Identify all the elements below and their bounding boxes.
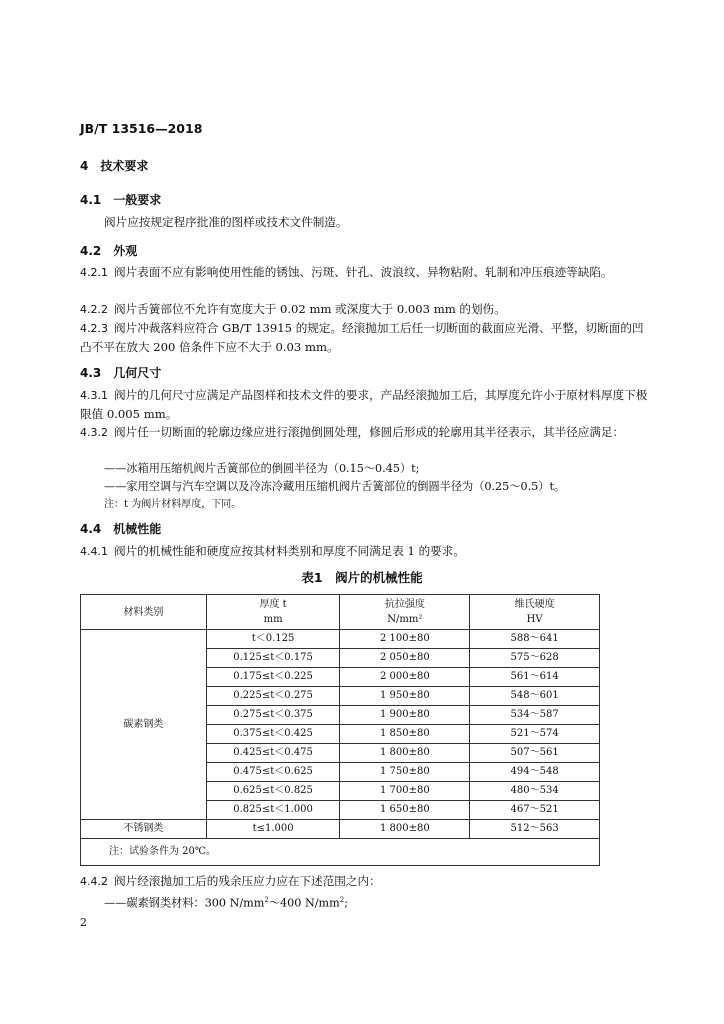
cell-thickness: 0.625≤t＜0.825 <box>206 782 340 801</box>
table-note: 注：试验条件为 20℃。 <box>81 839 600 866</box>
cell-hardness: 588～641 <box>470 630 600 649</box>
section-4-1-heading: 4.1 一般要求 <box>80 193 162 207</box>
section-4-3-heading: 4.3 几何尺寸 <box>80 366 162 380</box>
table-row-stainless <box>81 820 600 839</box>
clause-4-2-2 <box>80 300 648 319</box>
list-item-carbon-stress: ——碳素钢类材料：300 $N/mm^2\sim 400$ $N/mm^2$; <box>104 896 348 910</box>
table-row <box>81 630 600 649</box>
cell-hardness: 575～628 <box>470 649 600 668</box>
clause-text: 阀片冲裁落料应符合 GB/T 13915 的规定。经滚抛加工后任一切断面的截面应光滑、平整，切断面的凹凸不平在放大 200 倍条件下应不大于 0.03 mm。 <box>80 321 644 354</box>
cell-hardness: 534～587 <box>470 706 600 725</box>
cell-hardness: 467～521 <box>470 801 600 820</box>
cell-tensile: 1 850±80 <box>340 725 470 744</box>
cell-tensile: 1 800±80 <box>340 744 470 763</box>
section-4-2-heading: 4.2 外观 <box>80 244 138 258</box>
cell-thickness: 0.825≤t＜1.000 <box>206 801 340 820</box>
clause-text: 阀片经滚抛加工后的残余压应力应在下述范围之内： <box>114 874 381 888</box>
clause-text: 阀片舌簧部位不允许有宽度大于 0.02 mm 或深度大于 0.003 mm 的划伤。 <box>114 302 506 316</box>
cell-thickness: 0.425≤t＜0.475 <box>206 744 340 763</box>
clause-text: 阀片表面不应有影响使用性能的锈蚀、污斑、针孔、波浪纹、异物粘附、轧制和冲压痕迹等缺陷。 <box>114 265 613 279</box>
cell-hardness: 512～563 <box>470 820 600 839</box>
cell-thickness: 0.275≤t＜0.375 <box>206 706 340 725</box>
cell-hardness: 507～561 <box>470 744 600 763</box>
header-tensile: 抗拉强度 N/mm² <box>340 595 470 630</box>
group-carbon-steel: 碳素钢类 <box>81 630 207 820</box>
list-item-fridge: ——冰箱用压缩机阀片舌簧部位的倒圆半径为（0.15～0.45）t; <box>104 462 420 475</box>
cell-thickness: 0.175≤t＜0.225 <box>206 668 340 687</box>
clause-4-4-2 <box>80 872 648 891</box>
section-4-4-heading: 4.4 机械性能 <box>80 522 162 536</box>
table-caption: 表1 阀片的机械性能 <box>301 570 423 585</box>
cell-tensile: 1 950±80 <box>340 687 470 706</box>
header-material: 材料类别 <box>81 595 207 630</box>
cell-thickness: 0.475≤t＜0.625 <box>206 763 340 782</box>
clause-number: 4.2.3 <box>80 322 108 335</box>
section-4-heading: 4 技术要求 <box>80 159 149 173</box>
clause-number: 4.2.2 <box>80 303 108 316</box>
cell-tensile: 1 900±80 <box>340 706 470 725</box>
cell-thickness: 0.125≤t＜0.175 <box>206 649 340 668</box>
cell-hardness: 548～601 <box>470 687 600 706</box>
cell-thickness: 0.375≤t＜0.425 <box>206 725 340 744</box>
list-item-aircon: ——家用空调与汽车空调以及冷冻冷藏用压缩机阀片舌簧部位的倒圆半径为（0.25～0.5）t。 <box>104 480 566 493</box>
cell-tensile: 2 000±80 <box>340 668 470 687</box>
cell-thickness: 0.225≤t＜0.275 <box>206 687 340 706</box>
note-thickness: 注：t 为阀片材料厚度，下同。 <box>104 499 242 510</box>
clause-4-4-1 <box>80 542 648 561</box>
clause-text: 阀片任一切断面的轮廓边缘应进行滚抛倒圆处理，修圆后形成的轮廓用其半径表示，其半径应满足： <box>114 425 625 439</box>
document-code: JB/T 13516—2018 <box>80 121 203 136</box>
clause-number: 4.3.2 <box>80 426 108 439</box>
clause-number: 4.4.2 <box>80 875 108 888</box>
cell-tensile: 2 100±80 <box>340 630 470 649</box>
group-stainless-steel: 不锈钢类 <box>81 820 207 839</box>
clause-4-3-2 <box>80 423 648 442</box>
clause-4-2-3 <box>80 319 648 357</box>
cell-hardness: 561～614 <box>470 668 600 687</box>
header-thickness: 厚度 t mm <box>206 595 340 630</box>
cell-thickness: t≤1.000 <box>206 820 340 839</box>
page-number: 2 <box>80 916 87 929</box>
clause-number: 4.4.1 <box>80 545 108 558</box>
cell-thickness: t＜0.125 <box>206 630 340 649</box>
cell-tensile: 1 800±80 <box>340 820 470 839</box>
clause-text: 阀片的机械性能和硬度应按其材料类别和厚度不同满足表 1 的要求。 <box>114 544 465 558</box>
clause-4-2-1 <box>80 263 648 282</box>
cell-tensile: 1 700±80 <box>340 782 470 801</box>
mechanical-properties-table <box>80 594 600 866</box>
clause-text: 阀片的几何尺寸应满足产品图样和技术文件的要求，产品经滚抛加工后，其厚度允许小于原材料厚度下极限值 0.005 mm。 <box>80 388 648 421</box>
cell-tensile: 1 750±80 <box>340 763 470 782</box>
cell-tensile: 1 650±80 <box>340 801 470 820</box>
clause-number: 4.3.1 <box>80 389 108 402</box>
header-hardness: 维氏硬度 HV <box>470 595 600 630</box>
cell-hardness: 521～574 <box>470 725 600 744</box>
clause-4-3-1 <box>80 386 648 424</box>
clause-number: 4.2.1 <box>80 266 108 279</box>
cell-hardness: 494～548 <box>470 763 600 782</box>
cell-hardness: 480～534 <box>470 782 600 801</box>
cell-tensile: 2 050±80 <box>340 649 470 668</box>
table-note-row <box>81 839 600 866</box>
section-4-1-text: 阀片应按规定程序批准的图样或技术文件制造。 <box>104 215 348 229</box>
table-header-row <box>81 595 600 630</box>
